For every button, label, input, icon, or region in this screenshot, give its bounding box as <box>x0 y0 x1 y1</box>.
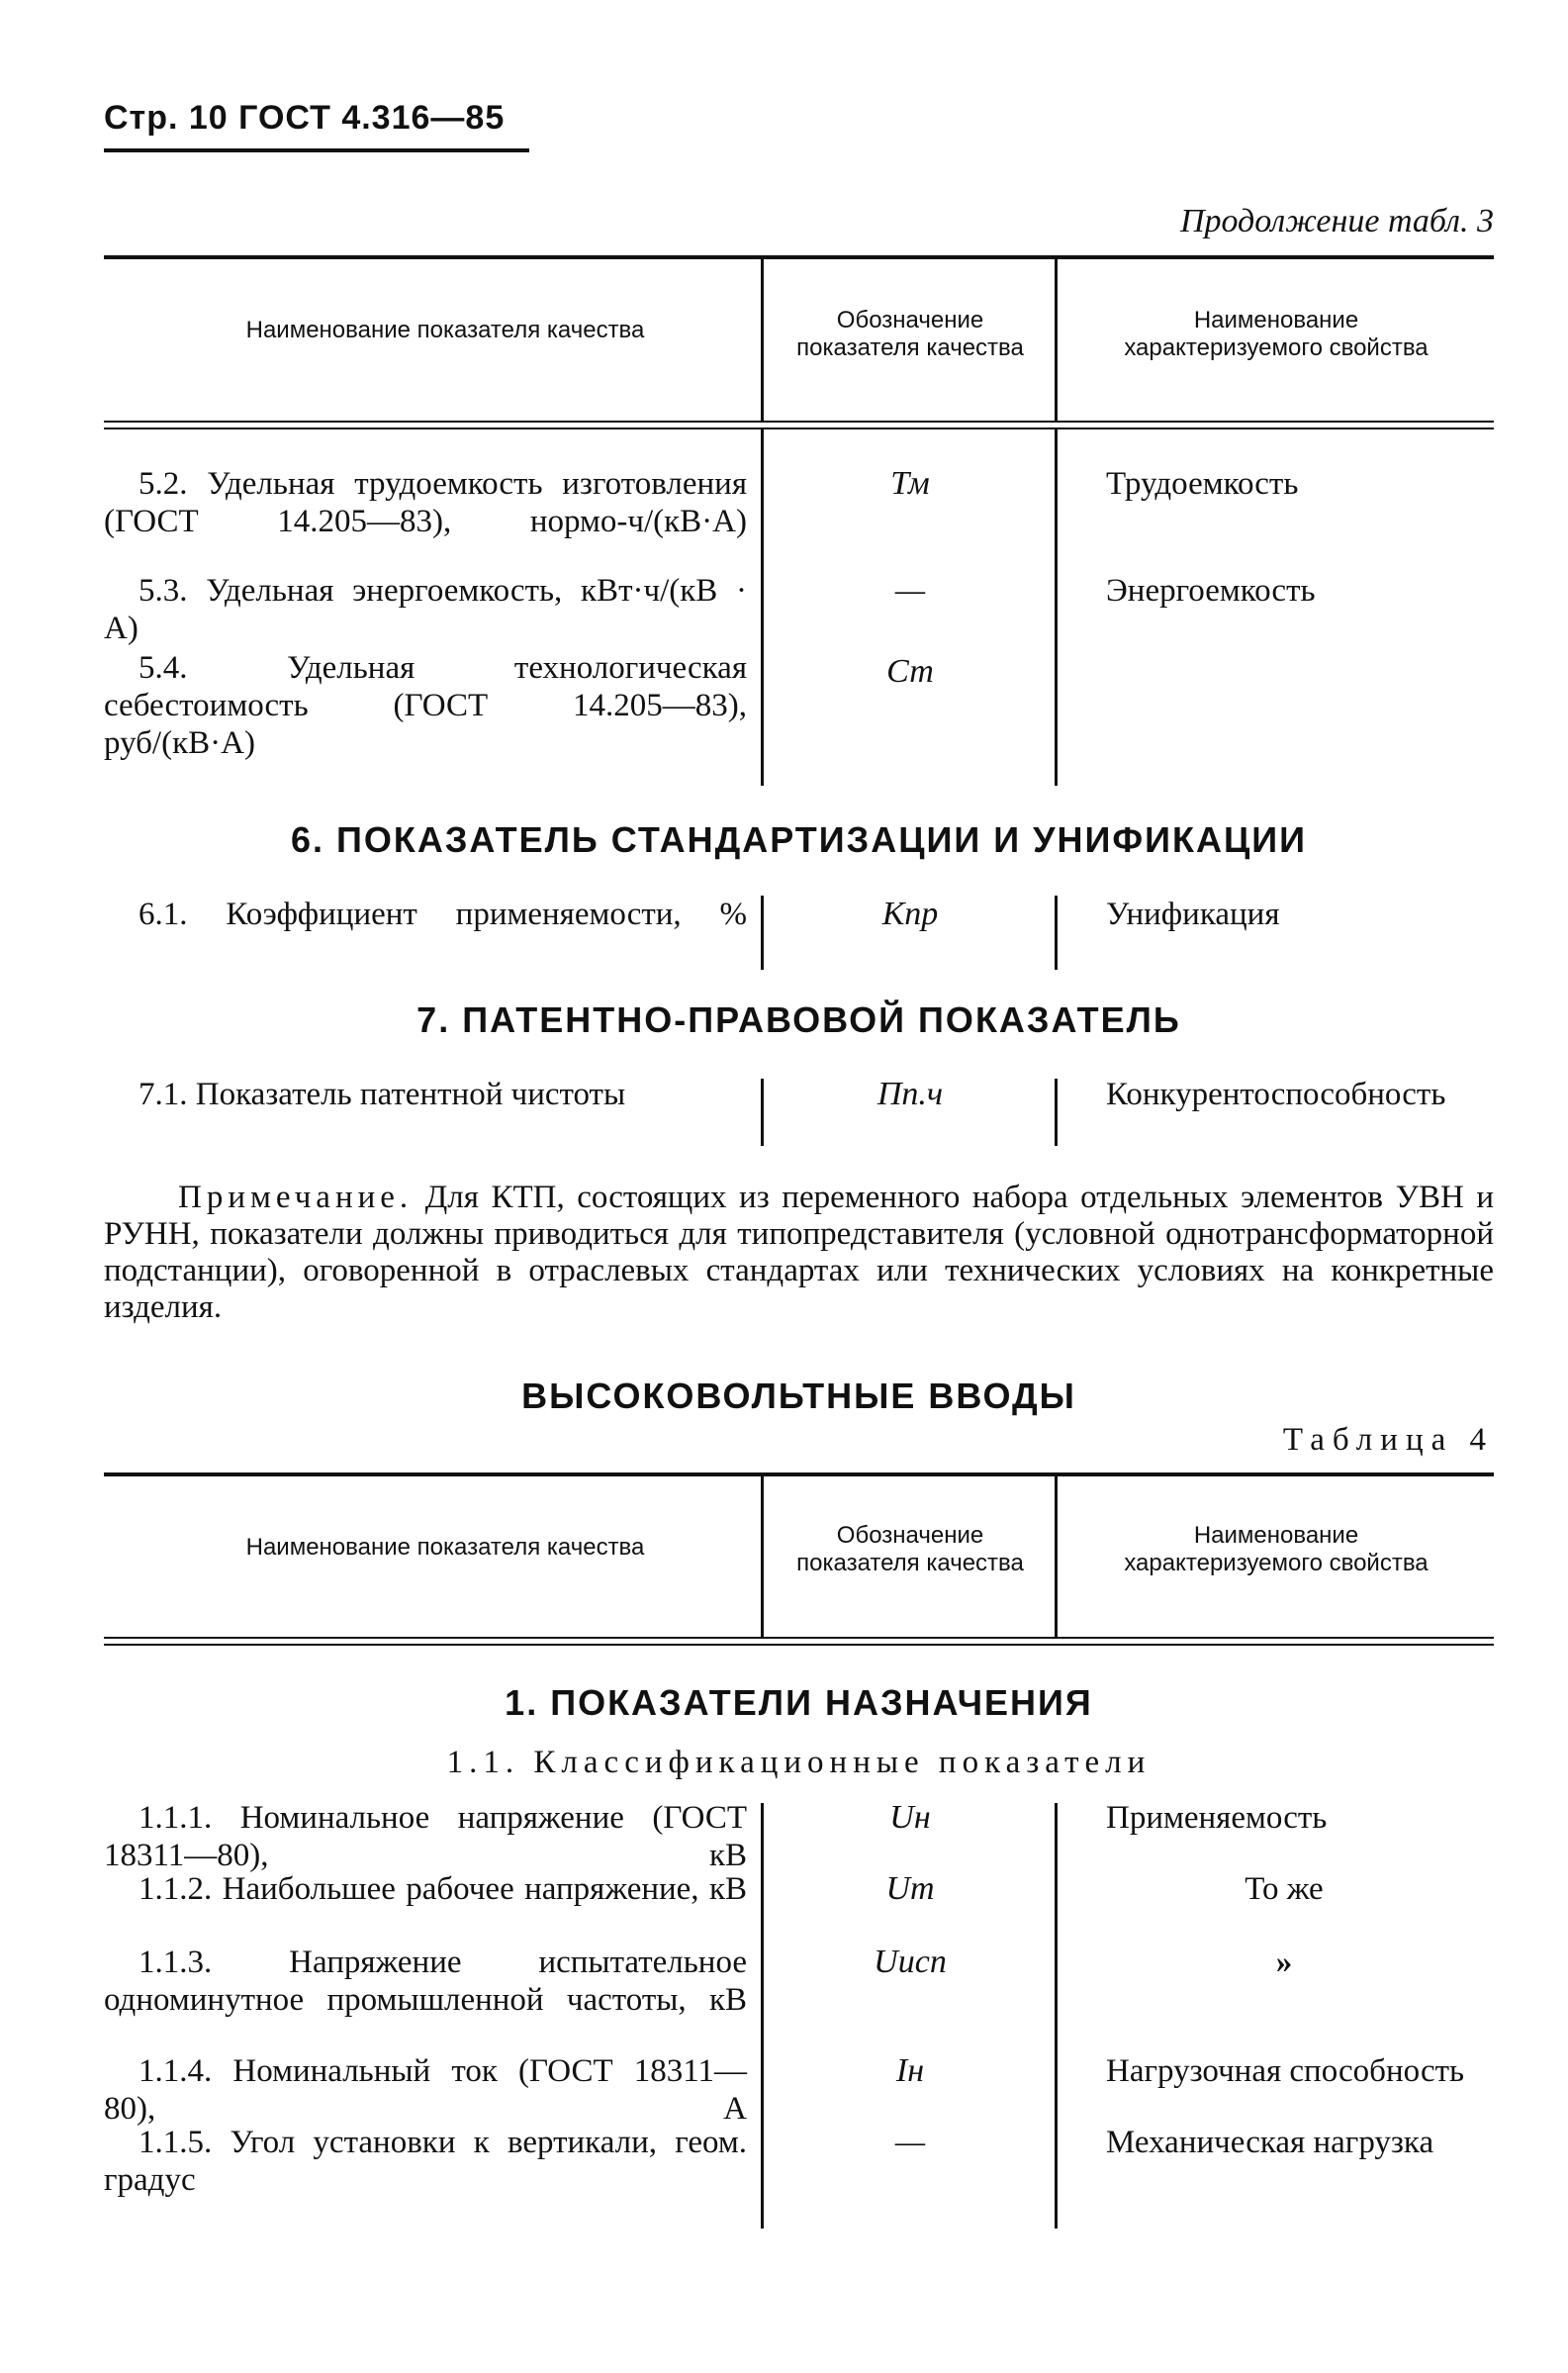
table-row-name: 1.1.2. Наибольшее рабочее напряжение, кВ <box>138 1871 747 1907</box>
note-text: Для КТП, состоящих из переменного набора отдельных элементов УВН и РУНН, показатели должны приводиться для типопредставителя (условной однотрансформаторной подстанции), оговоренной в отраслевых стандартах или технических условиях на конкретные изделия. <box>104 1180 1495 1325</box>
table-row-property: Трудоемкость <box>1106 466 1299 502</box>
table4-header-rule <box>104 1637 1494 1639</box>
table3-divider <box>761 429 764 786</box>
table-label: Таблица 4 <box>1282 1422 1494 1458</box>
table-row-name: 1.1.4. Номинальный ток (ГОСТ 18311—80), А <box>104 2053 747 2127</box>
table4-divider <box>761 1803 764 2229</box>
column-header-symbol: Обозначение показателя качества <box>796 307 1024 361</box>
section-title: 6. ПОКАЗАТЕЛЬ СТАНДАРТИЗАЦИИ И УНИФИКАЦИИ <box>291 819 1307 860</box>
note-label: Примечание. <box>178 1180 414 1215</box>
table-row-symbol: — <box>894 572 926 609</box>
table-row-name: 7.1. Показатель патентной чистоты <box>138 1077 626 1112</box>
table4-divider <box>1055 1476 1058 1637</box>
table-row-property: То же <box>1245 1871 1324 1907</box>
table-row-property: Механическая нагрузка <box>1106 2125 1434 2160</box>
table-row-symbol: Um <box>885 1870 935 1907</box>
table-continuation-label: Продолжение табл. 3 <box>1179 203 1494 239</box>
table4-top-rule <box>104 1472 1494 1476</box>
table4-header-rule <box>104 1644 1494 1646</box>
table-row-symbol: — <box>894 2124 926 2160</box>
table3-divider <box>1055 259 1058 421</box>
table-row-property: Нагрузочная способность <box>1106 2053 1465 2089</box>
section-title: 7. ПАТЕНТНО-ПРАВОВОЙ ПОКАЗАТЕЛЬ <box>416 999 1181 1040</box>
table-row-symbol: Пп.ч <box>876 1076 944 1112</box>
table-row-name: 5.2. Удельная трудоемкость изготовления (ГОСТ 14.205—83), нормо-ч/(кВ·А) <box>104 466 747 539</box>
table-row-property: Унификация <box>1106 897 1280 932</box>
table-row-symbol: Uисп <box>874 1944 947 1980</box>
table3-header-rule <box>104 421 1494 423</box>
table-divider <box>1055 896 1058 970</box>
table4-divider <box>761 1476 764 1637</box>
note-paragraph <box>104 1180 1494 1326</box>
column-header-name: Наименование показателя качества <box>245 317 645 343</box>
table-row-property: » <box>1275 1945 1293 1980</box>
section-heading: ВЫСОКОВОЛЬТНЫЕ ВВОДЫ <box>521 1376 1076 1416</box>
column-header-symbol: Обозначение показателя качества <box>796 1522 1024 1576</box>
table3-header-rule <box>104 427 1494 429</box>
page-header: Стр. 10 ГОСТ 4.316—85 <box>104 99 506 137</box>
table-row-name: 6.1. Коэффициент применяемости, % <box>138 897 747 932</box>
table3-divider <box>1055 429 1058 786</box>
table-row-name: 5.4. Удельная технологическая себестоимость (ГОСТ 14.205—83), руб/(кВ·А) <box>104 650 747 761</box>
table-row-symbol: Тм <box>890 465 930 502</box>
table-row-property: Конкурентоспособность <box>1106 1077 1446 1112</box>
table-row-symbol: Кпр <box>881 896 939 932</box>
column-header-name: Наименование показателя качества <box>245 1534 645 1561</box>
table-divider <box>761 896 764 970</box>
table3-divider <box>761 259 764 421</box>
column-header-property: Наименование характеризуемого свойства <box>1124 307 1429 361</box>
table4-divider <box>1055 1803 1058 2229</box>
table-row-property: Применяемость <box>1106 1800 1328 1836</box>
header-rule <box>104 148 529 152</box>
table-divider <box>1055 1079 1058 1146</box>
table-row-name: 5.3. Удельная энергоемкость, кВт·ч/(кВ · А) <box>104 573 747 646</box>
table-divider <box>761 1079 764 1146</box>
table-row-symbol: Iн <box>895 2052 925 2089</box>
section-subtitle: 1.1. Классификационные показатели <box>446 1745 1152 1780</box>
column-header-property: Наименование характеризуемого свойства <box>1124 1522 1429 1576</box>
table-row-property: Энергоемкость <box>1106 573 1316 609</box>
table-row-name: 1.1.5. Угол установки к вертикали, геом. градус <box>104 2125 747 2198</box>
table-row-name: 1.1.1. Номинальное напряжение (ГОСТ 18311—80), кВ <box>104 1800 747 1873</box>
table-row-symbol: Uн <box>889 1799 931 1836</box>
table-row-name: 1.1.3. Напряжение испытательное одноминутное промышленной частоты, кВ <box>104 1945 747 2018</box>
table3-top-rule <box>104 255 1494 259</box>
section-title: 1. ПОКАЗАТЕЛИ НАЗНАЧЕНИЯ <box>505 1682 1093 1723</box>
table-row-symbol: Ст <box>886 653 934 690</box>
